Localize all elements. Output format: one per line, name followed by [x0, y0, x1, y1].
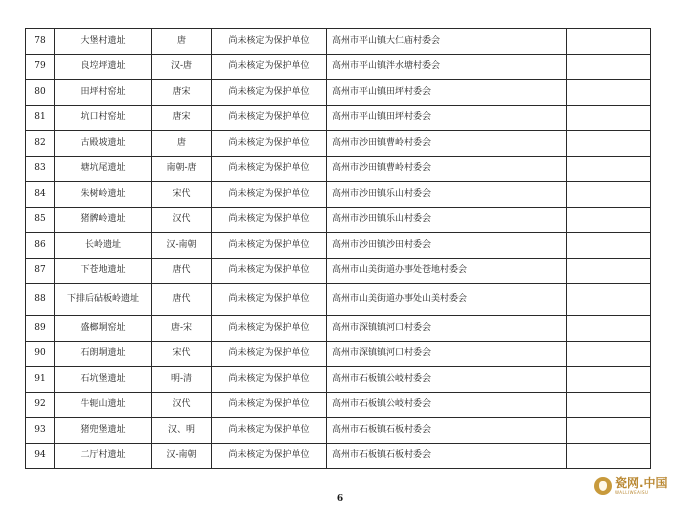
cell-era: 汉代: [152, 392, 212, 418]
cell-address: 高州市沙田镇乐山村委会: [327, 182, 567, 208]
cell-protection-level: 尚未核定为保护单位: [212, 105, 327, 131]
cell-note: [567, 29, 651, 55]
cell-site-name: 田坪村窑址: [55, 80, 152, 106]
cell-number: 94: [26, 443, 55, 469]
cell-number: 84: [26, 182, 55, 208]
cell-era: 唐-宋: [152, 316, 212, 342]
cell-address: 高州市石板镇石板村委会: [327, 443, 567, 469]
cell-site-name: 坑口村窑址: [55, 105, 152, 131]
cell-site-name: 下苍地遗址: [55, 258, 152, 284]
cell-note: [567, 284, 651, 316]
table-row: [26, 207, 651, 233]
cell-note: [567, 182, 651, 208]
cell-number: 86: [26, 233, 55, 259]
cell-address: 高州市山美街道办事处苍地村委会: [327, 258, 567, 284]
cell-protection-level: 尚未核定为保护单位: [212, 54, 327, 80]
cell-number: 92: [26, 392, 55, 418]
cell-protection-level: 尚未核定为保护单位: [212, 367, 327, 393]
cell-number: 80: [26, 80, 55, 106]
cell-address: 高州市沙田镇乐山村委会: [327, 207, 567, 233]
cell-site-name: 大堡村遗址: [55, 29, 152, 55]
table-row: [26, 316, 651, 342]
watermark-logo: [594, 477, 668, 495]
cell-protection-level: 尚未核定为保护单位: [212, 233, 327, 259]
table-row: [26, 392, 651, 418]
cell-site-name: 朱树岭遗址: [55, 182, 152, 208]
cell-note: [567, 233, 651, 259]
cell-number: 88: [26, 284, 55, 316]
cell-site-name: 二厅村遗址: [55, 443, 152, 469]
table-row: [26, 131, 651, 157]
cell-number: 91: [26, 367, 55, 393]
cell-protection-level: 尚未核定为保护单位: [212, 80, 327, 106]
cell-site-name: 下排后砧板岭遗址: [55, 284, 152, 316]
cell-site-name: 塘坑尾遗址: [55, 156, 152, 182]
cell-site-name: 石坑堡遗址: [55, 367, 152, 393]
watermark-text: 瓷网.中国: [615, 476, 668, 490]
table-row: [26, 258, 651, 284]
cell-address: 高州市平山镇泮水塘村委会: [327, 54, 567, 80]
cell-address: 高州市山美街道办事处山美村委会: [327, 284, 567, 316]
page-number: 6: [336, 494, 344, 504]
table-row: [26, 29, 651, 55]
cell-site-name: 长岭遗址: [55, 233, 152, 259]
cell-address: 高州市平山镇田坪村委会: [327, 80, 567, 106]
table-row: [26, 156, 651, 182]
cell-address: 高州市沙田镇沙田村委会: [327, 233, 567, 259]
cell-site-name: 猪兜堡遗址: [55, 418, 152, 444]
table-row: [26, 341, 651, 367]
cell-era: 唐宋: [152, 80, 212, 106]
cell-era: 汉-南朝: [152, 233, 212, 259]
cell-number: 90: [26, 341, 55, 367]
cell-protection-level: 尚未核定为保护单位: [212, 207, 327, 233]
table-row: [26, 367, 651, 393]
table-row: [26, 80, 651, 106]
cell-note: [567, 105, 651, 131]
cell-era: 宋代: [152, 341, 212, 367]
cell-era: 唐代: [152, 284, 212, 316]
cell-site-name: 猪髀岭遗址: [55, 207, 152, 233]
cell-address: 高州市平山镇田坪村委会: [327, 105, 567, 131]
vase-icon: [594, 477, 612, 495]
watermark-subtext: WALLIWEAISU: [615, 490, 649, 495]
cell-site-name: 良埪坪遗址: [55, 54, 152, 80]
cell-site-name: 牛轭山遗址: [55, 392, 152, 418]
cell-protection-level: 尚未核定为保护单位: [212, 443, 327, 469]
cell-note: [567, 80, 651, 106]
cell-number: 85: [26, 207, 55, 233]
cell-protection-level: 尚未核定为保护单位: [212, 316, 327, 342]
cell-note: [567, 367, 651, 393]
cell-era: 唐宋: [152, 105, 212, 131]
cell-era: 汉、明: [152, 418, 212, 444]
cell-number: 93: [26, 418, 55, 444]
cell-protection-level: 尚未核定为保护单位: [212, 341, 327, 367]
table-row: [26, 54, 651, 80]
cell-protection-level: 尚未核定为保护单位: [212, 284, 327, 316]
cell-protection-level: 尚未核定为保护单位: [212, 418, 327, 444]
cell-era: 汉-唐: [152, 54, 212, 80]
cell-era: 明-清: [152, 367, 212, 393]
table-row: [26, 443, 651, 469]
cell-address: 高州市石板镇公岐村委会: [327, 367, 567, 393]
cell-address: 高州市深镇镇河口村委会: [327, 341, 567, 367]
cell-note: [567, 131, 651, 157]
cell-site-name: 古殿坡遗址: [55, 131, 152, 157]
cell-era: 汉代: [152, 207, 212, 233]
cell-era: 唐: [152, 29, 212, 55]
cell-number: 78: [26, 29, 55, 55]
cell-address: 高州市石板镇公岐村委会: [327, 392, 567, 418]
cell-address: 高州市沙田镇曹岭村委会: [327, 156, 567, 182]
cell-protection-level: 尚未核定为保护单位: [212, 258, 327, 284]
cell-note: [567, 54, 651, 80]
cell-note: [567, 443, 651, 469]
cell-era: 南朝-唐: [152, 156, 212, 182]
cell-number: 79: [26, 54, 55, 80]
table-row: [26, 105, 651, 131]
cell-protection-level: 尚未核定为保护单位: [212, 131, 327, 157]
cell-site-name: 盛榔垌窑址: [55, 316, 152, 342]
cell-era: 汉-南朝: [152, 443, 212, 469]
cell-note: [567, 258, 651, 284]
table-row: [26, 182, 651, 208]
cell-era: 宋代: [152, 182, 212, 208]
cell-number: 87: [26, 258, 55, 284]
cell-address: 高州市深镇镇河口村委会: [327, 316, 567, 342]
cell-note: [567, 392, 651, 418]
cell-note: [567, 341, 651, 367]
cell-site-name: 石朗垌遗址: [55, 341, 152, 367]
cell-address: 高州市沙田镇曹岭村委会: [327, 131, 567, 157]
cell-address: 高州市平山镇大仁庙村委会: [327, 29, 567, 55]
cell-protection-level: 尚未核定为保护单位: [212, 182, 327, 208]
cell-note: [567, 316, 651, 342]
cell-number: 81: [26, 105, 55, 131]
cell-note: [567, 207, 651, 233]
table-row: [26, 284, 651, 316]
cell-number: 89: [26, 316, 55, 342]
cell-number: 82: [26, 131, 55, 157]
cell-protection-level: 尚未核定为保护单位: [212, 29, 327, 55]
heritage-sites-table: [25, 28, 651, 469]
table-row: [26, 418, 651, 444]
cell-note: [567, 156, 651, 182]
cell-era: 唐: [152, 131, 212, 157]
cell-note: [567, 418, 651, 444]
cell-protection-level: 尚未核定为保护单位: [212, 156, 327, 182]
cell-number: 83: [26, 156, 55, 182]
table-row: [26, 233, 651, 259]
cell-era: 唐代: [152, 258, 212, 284]
cell-address: 高州市石板镇石板村委会: [327, 418, 567, 444]
cell-protection-level: 尚未核定为保护单位: [212, 392, 327, 418]
